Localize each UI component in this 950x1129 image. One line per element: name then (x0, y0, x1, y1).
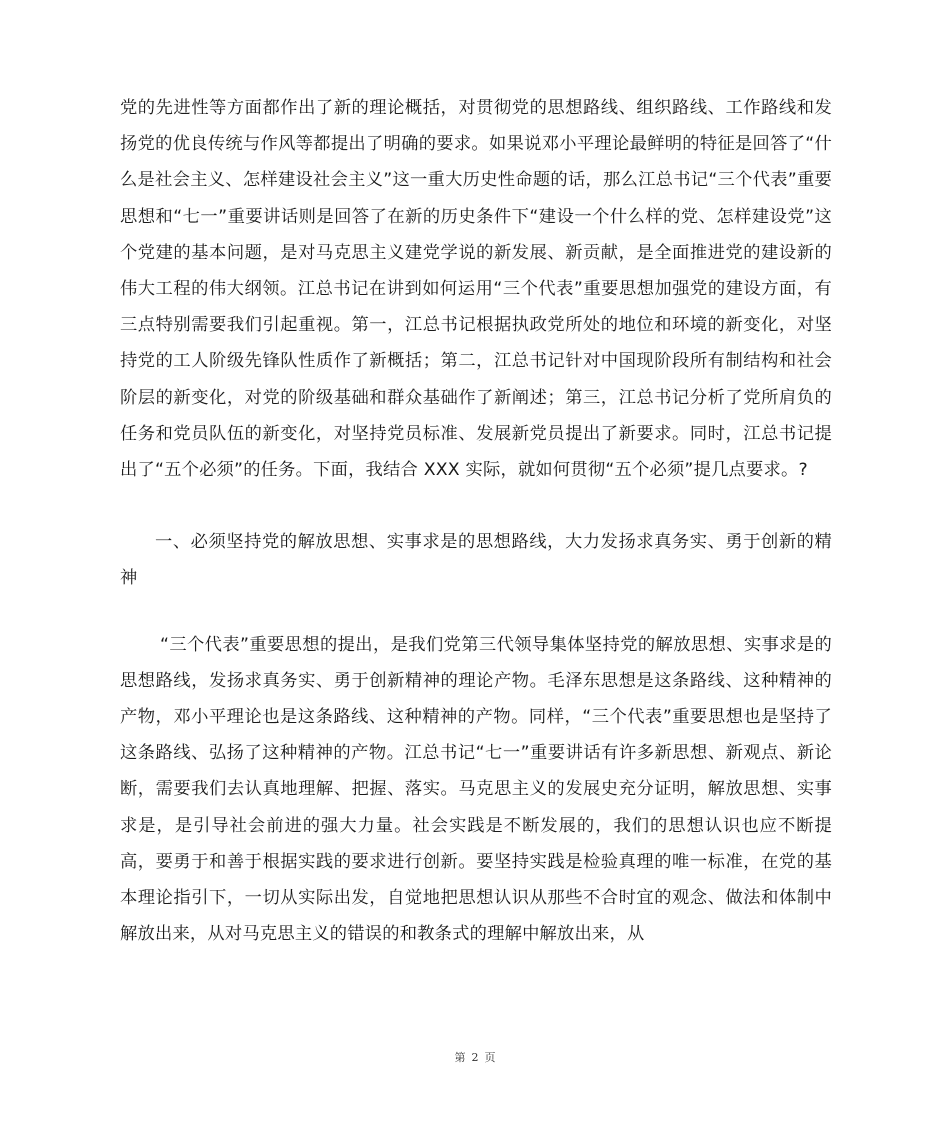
footer-suffix: 页 (484, 1051, 496, 1064)
footer-prefix: 第 (454, 1051, 466, 1064)
body-paragraph-1: 党的先进性等方面都作出了新的理论概括，对贯彻党的思想路线、组织路线、工作路线和发扬党的优良传统与作风等都提出了明确的要求。如果说邓小平理论最鲜明的特征是回答了“什么是社会主义、怎样建设社会主义”这一重大历史性命题的话，那么江总书记“三个代表”重要思想和“七一”重要讲话则是回答了在新的历史条件下“建设一个什么样的党、怎样建设党”这个党建的基本问题，是对马克思主义建党学说的新发展、新贡献，是全面推进党的建设新的伟大工程的伟大纲领。江总书记在讲到如何运用“三个代表”重要思想加强党的建设方面，有三点特别需要我们引起重视。第一，江总书记根据执政党所处的地位和环境的新变化，对坚持党的工人阶级先锋队性质作了新概括；第二，江总书记针对中国现阶段所有制结构和社会阶层的新变化，对党的阶级基础和群众基础作了新阐述；第三，江总书记分析了党所肩负的任务和党员队伍的新变化，对坚持党员标准、发展新党员提出了新要求。同时，江总书记提出了“五个必须”的任务。下面，我结合 XXX 实际，就如何贯彻“五个必须”提几点要求。? (120, 98, 832, 481)
document-body (120, 90, 832, 952)
section-heading-1: 一、必须坚持党的解放思想、实事求是的思想路线，大力发扬求真务实、勇于创新的精神 (120, 532, 832, 589)
page-footer (0, 1049, 950, 1065)
body-paragraph-2: “三个代表”重要思想的提出，是我们党第三代领导集体坚持党的解放思想、实事求是的思想路线，发扬求真务实、勇于创新精神的理论产物。毛泽东思想是这条路线、这种精神的产物，邓小平理论也是这条路线、这种精神的产物。同样，“三个代表”重要思想也是坚持了这条路线、弘扬了这种精神的产物。江总书记“七一”重要讲话有许多新思想、新观点、新论断，需要我们去认真地理解、把握、落实。马克思主义的发展史充分证明，解放思想、实事求是，是引导社会前进的强大力量。社会实践是不断发展的，我们的思想认识也应不断提高，要勇于和善于根据实践的要求进行创新。要坚持实践是检验真理的唯一标准，在党的基本理论指引下，一切从实际出发，自觉地把思想认识从那些不合时宜的观念、做法和体制中解放出来，从对马克思主义的错误的和教条式的理解中解放出来，从 (120, 634, 832, 945)
page-number: 2 (471, 1051, 479, 1064)
